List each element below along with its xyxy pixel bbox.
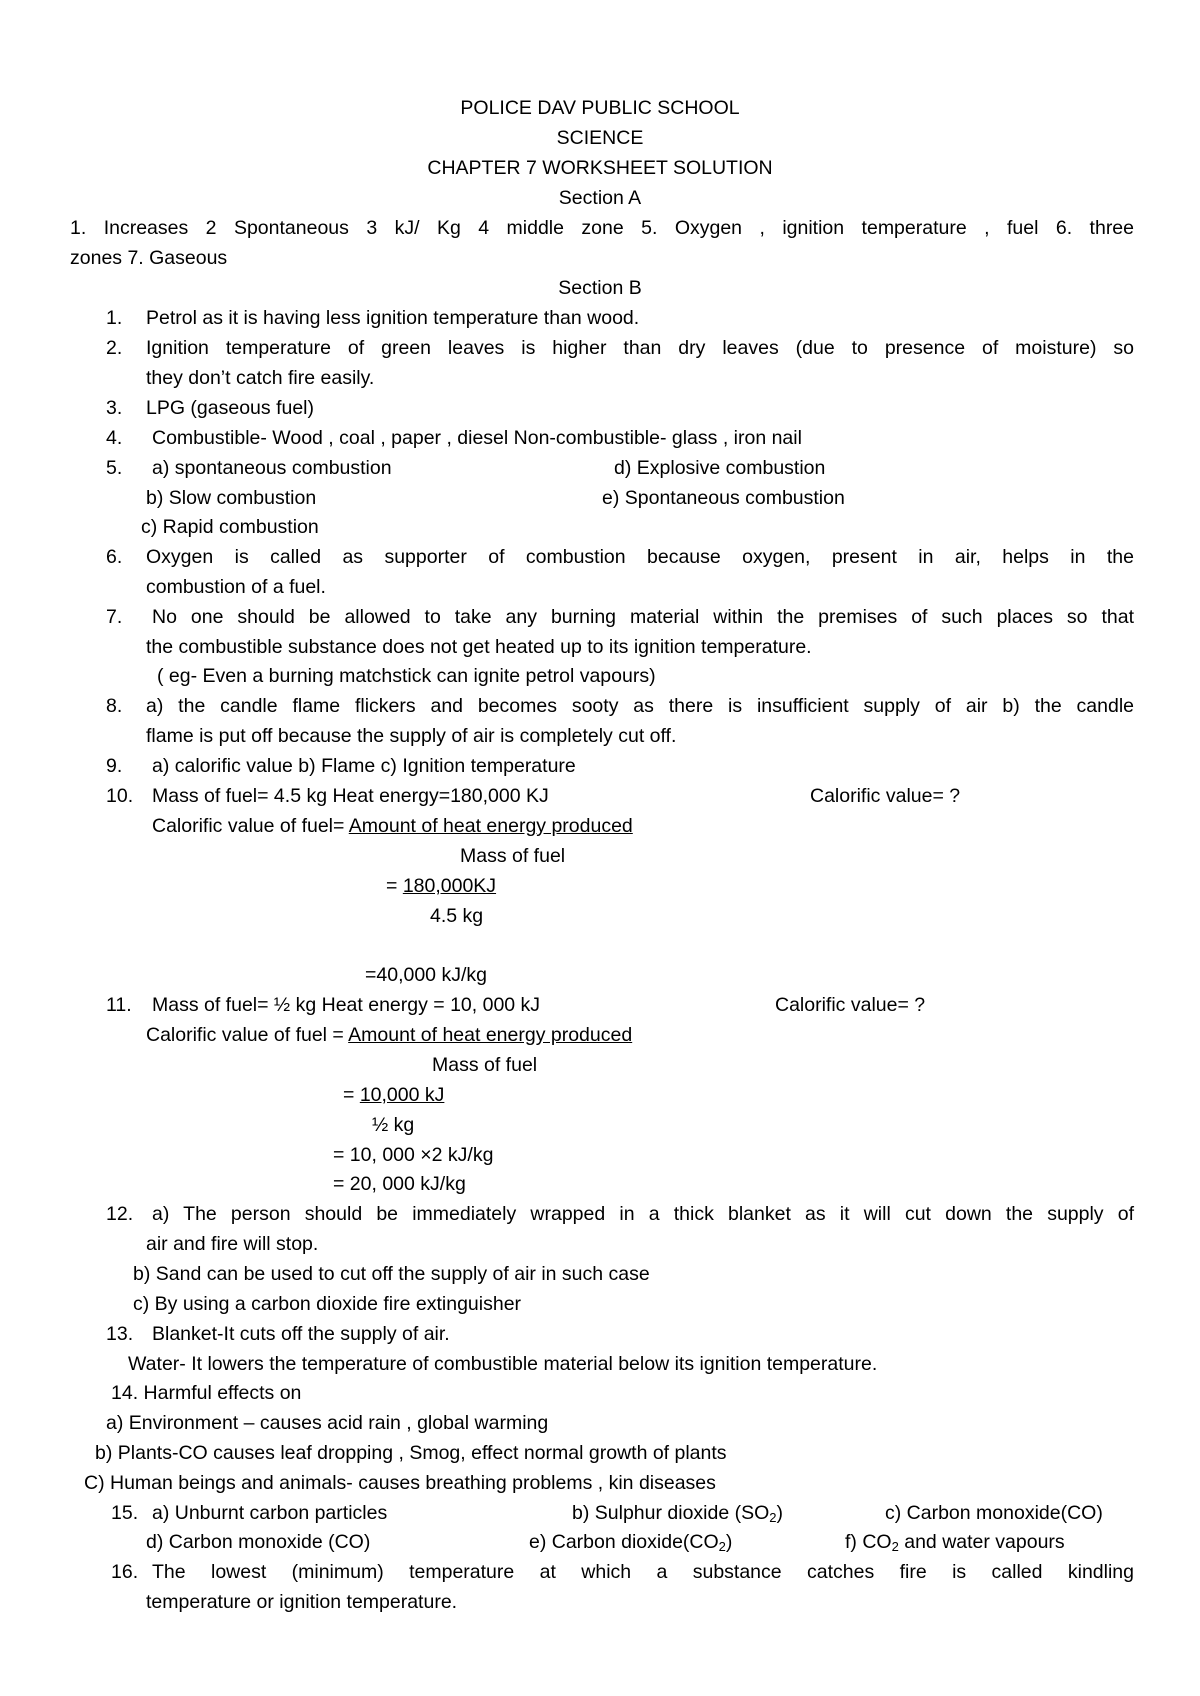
q10-formula (152, 814, 633, 838)
q15-option-e-text: e) Carbon dioxide(CO (529, 1531, 719, 1553)
q9-answer: a) calorific value b) Flame c) Ignition temperature (152, 755, 576, 777)
q11-find: Calorific value= ? (775, 994, 926, 1016)
q15-option-f-text: f) CO (845, 1531, 892, 1553)
q16-answer-line2: temperature or ignition temperature. (146, 1591, 458, 1613)
q1-answer: Petrol as it is having less ignition temperature than wood. (146, 307, 640, 329)
q12-number: 12. (106, 1203, 134, 1225)
q15-option-e-subscript: 2 (718, 1539, 726, 1554)
q10-step (386, 874, 496, 898)
q10-number: 10. (106, 785, 134, 807)
section-a-heading: Section A (558, 187, 642, 209)
q6-answer-line1: Oxygen is called as supporter of combustion because oxygen, present in air, helps in the (146, 546, 1134, 568)
q15-option-a: a) Unburnt carbon particles (152, 1502, 388, 1524)
q4-answer: Combustible- Wood , coal , paper , diesel Non-combustible- glass , iron nail (152, 427, 802, 449)
q12-answer-a-line2: air and fire will stop. (146, 1233, 319, 1255)
q6-answer-line2: combustion of a fuel. (146, 576, 326, 598)
q11-step-equals: = (343, 1084, 355, 1106)
q3-number: 3. (106, 397, 123, 419)
section-a-answers-line2: zones 7. Gaseous (70, 247, 228, 269)
q10-step-denominator: 4.5 kg (430, 905, 484, 927)
q2-number: 2. (106, 337, 123, 359)
q8-number: 8. (106, 695, 123, 717)
q14-answer-c: C) Human beings and animals- causes breathing problems , kin diseases (84, 1472, 716, 1494)
q8-answer-line1: a) the candle flame flickers and becomes sooty as there is insufficient supply of air b) the candle (146, 695, 1134, 717)
q4-number: 4. (106, 427, 123, 449)
q9-number: 9. (106, 755, 123, 777)
q16-answer-line1: The lowest (minimum) temperature at which a substance catches fire is called kindling (152, 1561, 1134, 1583)
q11-step2: = 10, 000 ×2 kJ/kg (333, 1144, 494, 1166)
q13-number: 13. (106, 1323, 134, 1345)
q11-step3: = 20, 000 kJ/kg (333, 1173, 466, 1195)
q3-answer: LPG (gaseous fuel) (146, 397, 315, 419)
q5-option-b: b) Slow combustion (146, 487, 317, 509)
q13-answer-water: Water- It lowers the temperature of combustible material below its ignition temperature. (128, 1353, 878, 1375)
q12-answer-a-line1: a) The person should be immediately wrapped in a thick blanket as it will cut down the supply of (152, 1203, 1134, 1225)
chapter-title: CHAPTER 7 WORKSHEET SOLUTION (427, 157, 773, 179)
q15-option-b-text: b) Sulphur dioxide (SO (572, 1502, 770, 1524)
q12-answer-c: c) By using a carbon dioxide fire extinguisher (133, 1293, 522, 1315)
q12-answer-b: b) Sand can be used to cut off the supply of air in such case (133, 1263, 650, 1285)
q11-formula-label: Calorific value of fuel = (146, 1024, 344, 1046)
q5-option-e: e) Spontaneous combustion (602, 487, 845, 509)
q15-option-f-rest: and water vapours (898, 1531, 1065, 1553)
q11-step-numerator: 10,000 kJ (359, 1084, 445, 1106)
q10-result: =40,000 kJ/kg (365, 964, 487, 986)
q11-step-denominator: ½ kg (372, 1114, 415, 1136)
q7-answer-line1: No one should be allowed to take any burning material within the premises of such places so that (152, 606, 1134, 628)
q14-answer-b: b) Plants-CO causes leaf dropping , Smog, effect normal growth of plants (95, 1442, 727, 1464)
school-name: POLICE DAV PUBLIC SCHOOL (460, 97, 740, 119)
q14-heading: 14. Harmful effects on (111, 1382, 302, 1404)
q16-number: 16. (111, 1561, 139, 1583)
q6-number: 6. (106, 546, 123, 568)
q2-answer-line1: Ignition temperature of green leaves is higher than dry leaves (due to presence of moisture) so (146, 337, 1134, 359)
q15-option-b (572, 1501, 783, 1525)
q10-formula-denominator: Mass of fuel (460, 845, 566, 867)
q8-answer-line2: flame is put off because the supply of air is completely cut off. (146, 725, 677, 747)
q10-formula-numerator: Amount of heat energy produced (348, 815, 633, 837)
q7-answer-example: ( eg- Even a burning matchstick can ignite petrol vapours) (157, 665, 656, 687)
q7-answer-line2: the combustible substance does not get heated up to its ignition temperature. (146, 636, 812, 658)
subject-title: SCIENCE (556, 127, 644, 149)
q11-formula-denominator: Mass of fuel (432, 1054, 538, 1076)
q5-option-c: c) Rapid combustion (141, 516, 319, 538)
q15-option-e (529, 1530, 732, 1554)
section-a-answers-line1: 1. Increases 2 Spontaneous 3 kJ/ Kg 4 middle zone 5. Oxygen , ignition temperature , fuel 6. three (70, 217, 1134, 239)
q5-number: 5. (106, 457, 123, 479)
q15-option-f (845, 1530, 1065, 1554)
q11-number: 11. (106, 994, 132, 1016)
q15-option-b-subscript: 2 (769, 1510, 777, 1525)
q10-find: Calorific value= ? (810, 785, 961, 807)
q10-step-equals: = (386, 875, 398, 897)
q15-option-c: c) Carbon monoxide(CO) (885, 1502, 1103, 1524)
q15-option-d: d) Carbon monoxide (CO) (146, 1531, 371, 1553)
q11-formula (146, 1023, 632, 1047)
q15-option-e-close: ) (725, 1531, 733, 1553)
section-b-heading: Section B (558, 277, 642, 299)
q1-number: 1. (106, 307, 123, 329)
q11-step (343, 1083, 444, 1107)
q15-number: 15. (111, 1502, 139, 1524)
q15-option-b-close: ) (776, 1502, 784, 1524)
q5-option-a: a) spontaneous combustion (152, 457, 392, 479)
q7-number: 7. (106, 606, 123, 628)
q10-step-numerator: 180,000KJ (402, 875, 497, 897)
q11-formula-numerator: Amount of heat energy produced (348, 1024, 633, 1046)
q10-formula-label: Calorific value of fuel= (152, 815, 345, 837)
q5-option-d: d) Explosive combustion (614, 457, 826, 479)
q15-option-f-subscript: 2 (891, 1539, 899, 1554)
q13-answer-blanket: Blanket-It cuts off the supply of air. (152, 1323, 450, 1345)
q2-answer-line2: they don’t catch fire easily. (146, 367, 375, 389)
q14-answer-a: a) Environment – causes acid rain , global warming (106, 1412, 549, 1434)
q11-given: Mass of fuel= ½ kg Heat energy = 10, 000 kJ (152, 994, 541, 1016)
q10-given: Mass of fuel= 4.5 kg Heat energy=180,000 KJ (152, 785, 549, 807)
